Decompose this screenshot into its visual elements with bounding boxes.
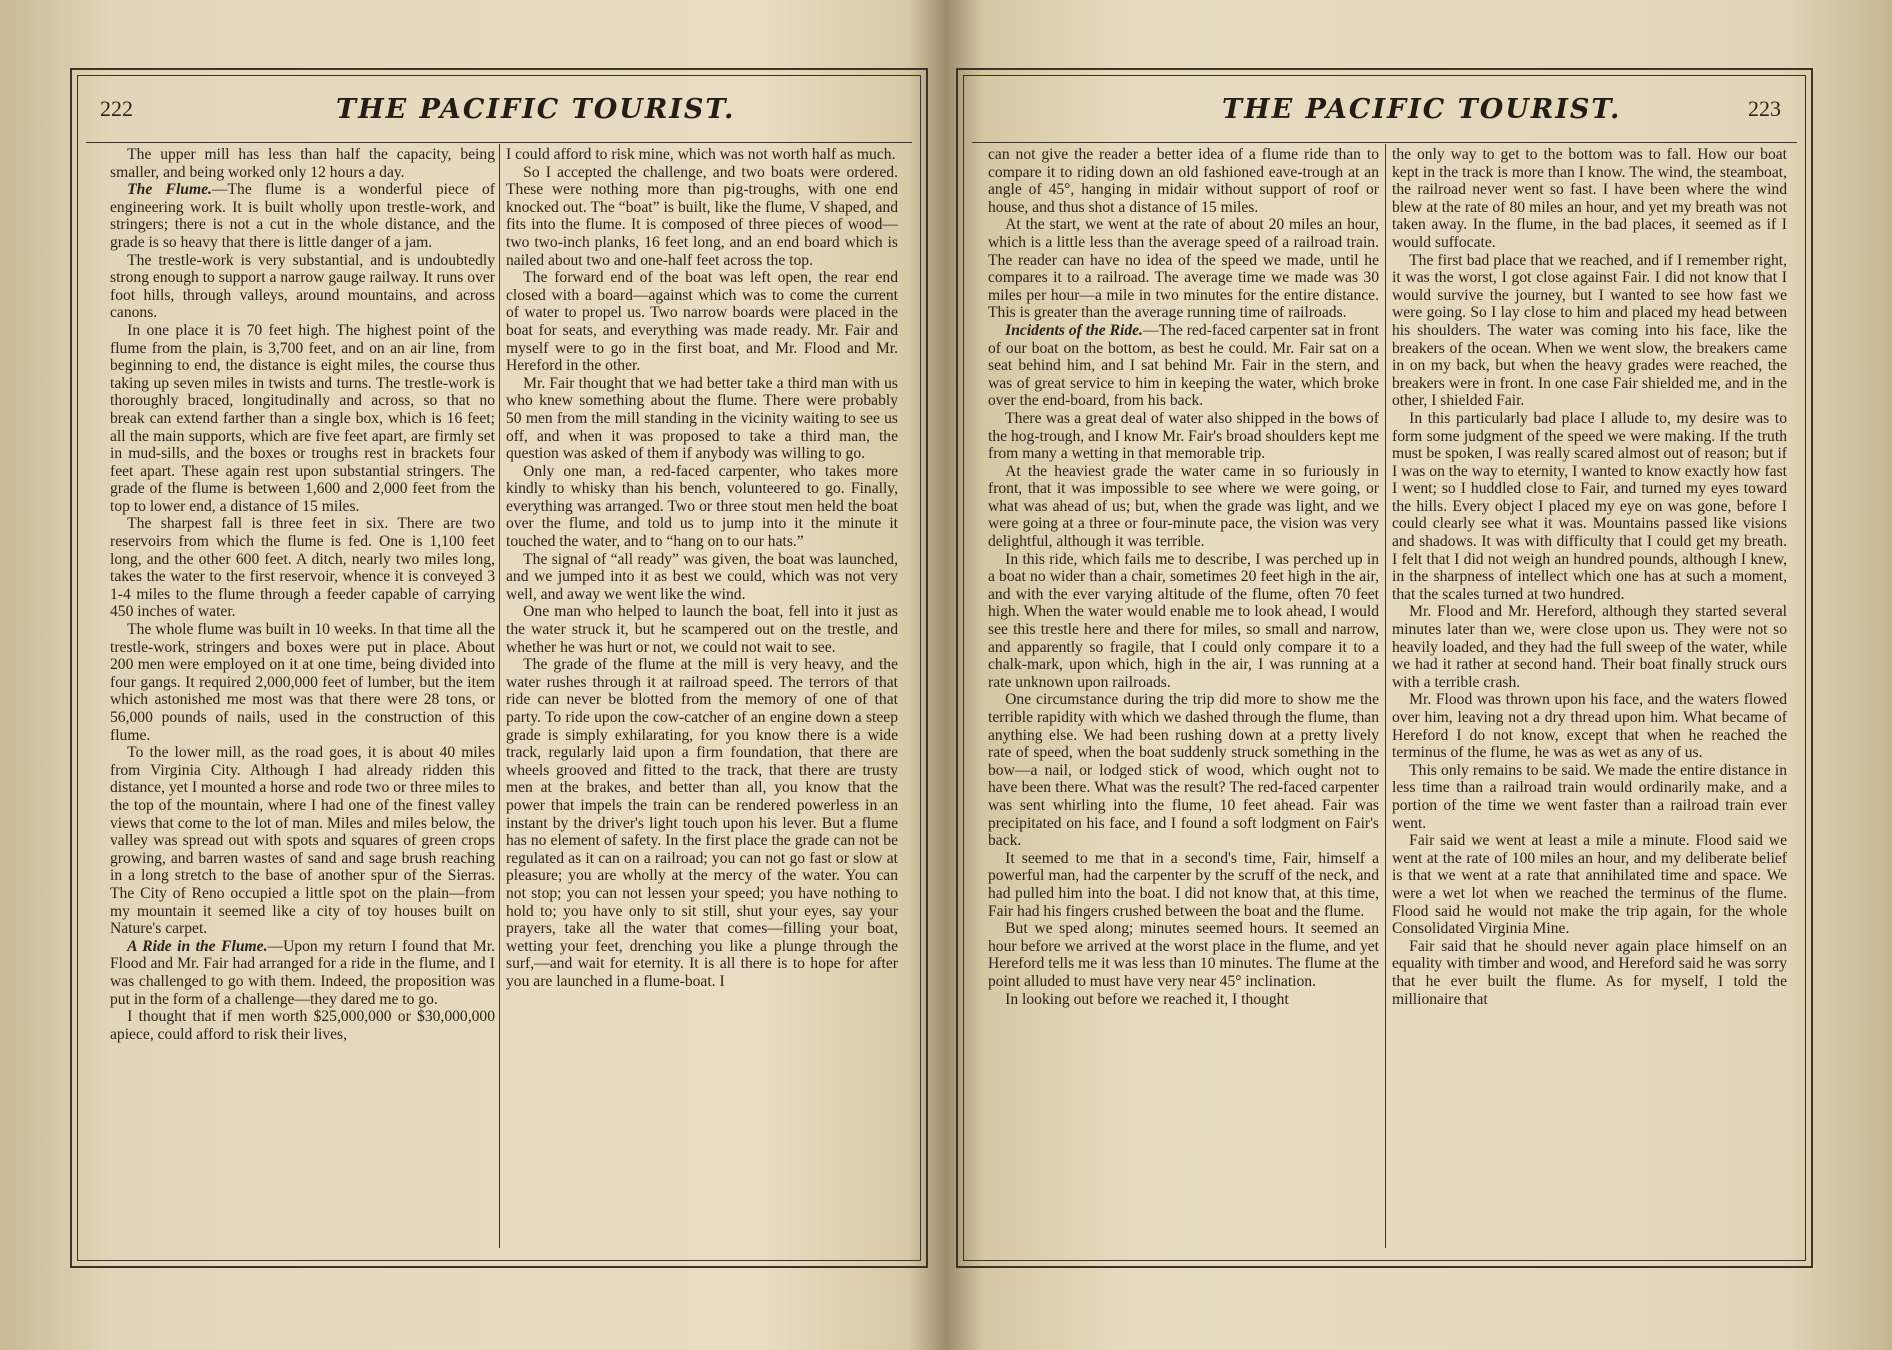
paragraph	[506, 603, 898, 656]
column-left	[988, 146, 1379, 1246]
paragraph	[988, 991, 1379, 1009]
paragraph-text: So I accepted the challenge, and two boats were ordered. These were nothing more than pig-troughs, with one end knocked out. The “boat” is built, like the flume, V shaped, and fits into the flume. It is composed of three pieces of wood—two two-inch planks, 16 feet long, and an end board which is nailed about two and one-half feet across the top.	[506, 163, 898, 269]
paragraph-text: Only one man, a red-faced carpenter, who takes more kindly to whisky than his bench, volunteered to go. Finally, everything was arranged. Two or three stout men held the boat over the flume, and told us to jump into it the minute it touched the water, and to “hang on to our hats.”	[506, 462, 898, 551]
header-rule	[972, 142, 1797, 143]
paragraph	[110, 621, 495, 744]
paragraph-text: The first bad place that we reached, and if I remember right, it was the worst, I got close against Fair. I did not know that I would survive the journey, but I wanted to see how fast we were going. So I lay close to him and placed my head between his shoulders. The water was coming into his face, like the breakers of the ocean. When we went slow, the breakers came in on my back, but when the heavy grades were reached, the breakers were in front. In one case Fair shielded me, and in the other, I shielded Fair.	[1392, 251, 1787, 410]
paragraph-text: can not give the reader a better idea of a flume ride than to compare it to riding down an old fashioned eave-trough at an angle of 45°, hanging in midair without support of roof or house, and thus shot a distance of 15 miles.	[988, 146, 1379, 216]
paragraph	[110, 744, 495, 938]
paragraph	[1392, 832, 1787, 938]
paragraph-text: The whole flume was built in 10 weeks. In that time all the trestle-work, stringers and boxes were put in place. About 200 men were employed on it at one time, being divided into four gangs. It required 2,000,000 feet of lumber, but the item which astonished me most was that there were 28 tons, or 56,000 pounds of nails, used in the construction of this flume.	[110, 621, 495, 744]
paragraph-text: There was a great deal of water also shipped in the bows of the hog-trough, and I know Mr. Fair's broad shoulders kept me from many a wetting in that memorable trip.	[988, 409, 1379, 463]
page-header	[86, 90, 912, 138]
paragraph-text: It seemed to me that in a second's time, Fair, himself a powerful man, had the carpenter by the scruff of the neck, and had pulled him into the boat. I did not know that, at this time, Fair had his fingers crushed between the boat and the flume.	[988, 849, 1379, 920]
column-rule	[499, 144, 500, 1248]
paragraph	[506, 656, 898, 990]
header-rule	[86, 142, 912, 143]
paragraph-text: Mr. Flood and Mr. Hereford, although they started several minutes later than we, were close upon us. They were not so heavily loaded, and they had the full sweep of the water, while we had it rather at second hand. Their boat finally struck ours with a terrible crash.	[1392, 603, 1787, 691]
paragraph	[988, 551, 1379, 692]
paragraph	[988, 691, 1379, 849]
paragraph-text: I thought that if men worth $25,000,000 or $30,000,000 apiece, could afford to risk their lives,	[110, 1008, 495, 1043]
column-right	[1392, 146, 1787, 1246]
paragraph-text: The trestle-work is very substantial, and is undoubtedly strong enough to support a narrow gauge railway. It runs over foot hills, through valleys, around mountains, and across canons.	[110, 251, 495, 322]
column-left	[110, 146, 495, 1246]
paragraph-text: Fair said we went at least a mile a minute. Flood said we went at the rate of 100 miles an hour, and my deliberate belief is that we went at a rate that annihilated time and space. We were a wet lot when we reached the terminus of the flume. Flood said he would not make the trip again, for the whole Consolidated Virginia Mine.	[1392, 832, 1787, 938]
paragraph-text: The forward end of the boat was left open, the rear end closed with a board—against which was to come the current of water to propel us. Two narrow boards were placed in the boat for seats, and everything was made ready. Mr. Fair and myself were to go in the first boat, and Mr. Flood and Mr. Hereford in the other.	[506, 269, 898, 375]
section-heading: Incidents of the Ride.	[1005, 321, 1143, 339]
paragraph	[1392, 146, 1787, 252]
paragraph	[506, 146, 898, 164]
paragraph-text: In one place it is 70 feet high. The highest point of the flume from the plain, is 3,700 feet, and on an air line, from beginning to end, the distance is eight miles, the course thus taking up seven miles in twists and turns. The trestle-work is thoroughly braced, longitudinally and across, so that no break can extend farther than a single box, which is 16 feet; all the main supports, which are five feet apart, are firmly set in mud-sills, and the boxes or troughs rest in brackets four feet apart. These again rest upon substantial stringers. The grade of the flume is between 1,600 and 2,000 feet from the top to lower end, a distance of 15 miles.	[110, 321, 495, 515]
paragraph-text: —The flume is a wonderful piece of engineering work. It is built wholly upon trestle-work, and stringers; there is not a cut in the whole distance, and the grade is so heavy that there is little danger of a jam.	[110, 181, 495, 251]
paragraph-text: Mr. Flood was thrown upon his face, and the waters flowed over him, leaving not a dry thread upon him. What became of Hereford I do not know, except that when he reached the terminus of the flume, he was as wet as any of us.	[1392, 691, 1787, 762]
right-page	[956, 68, 1813, 1268]
paragraph	[988, 216, 1379, 322]
paragraph-text: But we sped along; minutes seemed hours. It seemed an hour before we arrived at the worst place in the flume, and yet Hereford tells me it was less than 10 minutes. The flume at the point alluded to must have very near 45° inclination.	[988, 920, 1379, 990]
paragraph-text: The grade of the flume at the mill is very heavy, and the water rushes through it at railroad speed. The terrors of that ride can never be blotted from the memory of one of that party. To ride upon the cow-catcher of an engine down a steep grade is simply exhilarating, for you know there is a wide track, regularly laid upon a firm foundation, that there are wheels grooved and fitted to the track, that there are trusty men at the brakes, and better than all, you know that the power that impels the train can be rendered powerless in an instant by the driver's light touch upon his lever. But a flume has no element of safety. In the first place the grade can not be regulated as it can on a railroad; you can not go fast or slow at pleasure; you are wholly at the mercy of the water. You can not stop; you can not lessen your speed; you have nothing to hold to; you have only to sit still, shut your eyes, say your prayers, take all the water that comes—filling your boat, wetting your feet, drenching you like a plunge through the surf,—and wait for eternity. It is all there is to hope for after you are launched in a flume-boat. I	[506, 656, 898, 990]
page-number: 223	[1748, 96, 1781, 121]
paragraph	[988, 146, 1379, 216]
paragraph-text: I could afford to risk mine, which was not worth half as much.	[506, 146, 896, 163]
paragraph	[1392, 938, 1787, 1008]
paragraph	[110, 181, 495, 251]
page-header	[972, 90, 1797, 138]
paragraph-text: —The red-faced carpenter sat in front of our boat on the bottom, as best he could. Mr. Fair sat on a seat behind him, and I sat behind Mr. Fair in the stern, and was of great service to him in keeping the water, which broke over the end-board, from his back.	[988, 321, 1379, 410]
paragraph	[1392, 252, 1787, 410]
paragraph	[988, 410, 1379, 463]
paragraph-text: In this ride, which fails me to describe, I was perched up in a boat no wider than a chair, sometimes 20 feet high in the air, and with the ever varying altitude of the flume, often 70 feet high. When the water would enable me to look ahead, I would see this trestle here and there for miles, so small and narrow, and apparently so fragile, that I could only compare it to a chalk-mark, upon which, high in the air, I was running at a rate unknown upon railroads.	[988, 550, 1379, 691]
paragraph-text: —Upon my return I found that Mr. Flood and Mr. Fair had arranged for a ride in the flume, and I was challenged to go with them. Indeed, the proposition was put in the form of a challenge—they dared me to go.	[110, 937, 495, 1008]
column-right	[506, 146, 898, 1246]
paragraph	[988, 920, 1379, 990]
paragraph	[988, 463, 1379, 551]
paragraph-text: Fair said that he should never again place himself on an equality with timber and wood, and Hereford said he was sorry that he ever built the flume. As for myself, I told the millionaire that	[1392, 937, 1787, 1008]
paragraph-text: Mr. Fair thought that we had better take a third man with us who knew something about the flume. There were probably 50 men from the mill standing in the vicinity waiting to see us off, and when it was proposed to take a third man, the question was asked of them if anybody was willing to go.	[506, 374, 898, 463]
paragraph	[1392, 410, 1787, 604]
paragraph	[1392, 762, 1787, 832]
running-title: THE PACIFIC TOURIST.	[1222, 94, 1622, 125]
paragraph-text: The upper mill has less than half the capacity, being smaller, and being worked only 12 hours a day.	[110, 146, 495, 181]
paragraph	[110, 146, 495, 181]
paragraph	[110, 322, 495, 516]
paragraph	[110, 252, 495, 322]
paragraph	[506, 375, 898, 463]
column-rule	[1385, 144, 1386, 1248]
section-heading: A Ride in the Flume.	[127, 937, 268, 955]
paragraph-text: At the heaviest grade the water came in so furiously in front, that it was impossible to see where we were going, or what was ahead of us; but, when the grade was light, and we were going at a three or four-minute pace, the vision was very delightful, although it was terrible.	[988, 462, 1379, 551]
paragraph-text: The signal of “all ready” was given, the boat was launched, and we jumped into it as best we could, which was not very well, and away we went like the wind.	[506, 550, 898, 603]
paragraph-text: At the start, we went at the rate of about 20 miles an hour, which is a little less than the average speed of a railroad train. The reader can have no idea of the speed we made, until he compares it to a railroad. The average time we made was 30 miles per hour—a mile in two minutes for the entire distance. This is greater than the average running time of railroads.	[988, 216, 1379, 322]
paragraph-text: One circumstance during the trip did more to show me the terrible rapidity with which we dashed through the flume, than anything else. We had been rushing down at a pretty lively rate of speed, when the boat suddenly struck something in the bow—a nail, or lodged stick of wood, which ought not to have been there. What was the result? The red-faced carpenter was sent whirling into the flume, 10 feet ahead. Fair was precipitated on his face, and I found a soft lodgment on Fair's back.	[988, 691, 1379, 850]
paragraph	[988, 850, 1379, 920]
paragraph	[110, 515, 495, 621]
paragraph-text: To the lower mill, as the road goes, it is about 40 miles from Virginia City. Although I had already ridden this distance, yet I mounted a horse and rode two or three miles to the top of the mountain, where I had one of the finest valley views that come to the lot of man. Miles and miles below, the valley was spread out with spots and squares of green crops growing, and barren wastes of sand and sage brush reaching in a long stretch to the base of another spur of the Sierras. The City of Reno occupied a little spot on the plain—from my mountain it seemed like a city of toy houses built on Nature's carpet.	[110, 744, 495, 938]
paragraph-text: The sharpest fall is three feet in six. There are two reservoirs from which the flume is fed. One is 1,100 feet long, and the other 600 feet. A ditch, nearly two miles long, takes the water to the first reservoir, whence it is conveyed 3 1-4 miles to the flume through a feeder capable of carrying 450 inches of water.	[110, 515, 495, 621]
paragraph	[110, 938, 495, 1008]
left-page	[70, 68, 928, 1268]
paragraph-text: This only remains to be said. We made the entire distance in less time than a railroad train would ordinarily make, and a portion of the time we went faster than a railroad train ever went.	[1392, 761, 1787, 832]
paragraph	[506, 463, 898, 551]
paragraph-text: In looking out before we reached it, I thought	[1005, 990, 1289, 1008]
paragraph	[506, 269, 898, 375]
section-heading: The Flume.	[127, 181, 212, 199]
paragraph-text: In this particularly bad place I allude to, my desire was to form some judgment of the speed we were making. If the truth must be spoken, I was really scared almost out of reason; but if I was on the way to eternity, I wanted to know exactly how fast I went; so I huddled close to Fair, and turned my eyes toward the hills. Every object I placed my eye on was gone, before I could clearly see what it was. Mountains passed like visions and shadows. It was with difficulty that I could get my breath. I felt that I did not weigh an hundred pounds, although I knew, in the sharpness of intellect which one has at such a moment, that the scales turned at two hundred.	[1392, 409, 1787, 603]
paragraph-text: One man who helped to launch the boat, fell into it just as the water struck it, but he scampered out on the trestle, and whether he was hurt or not, we could not wait to see.	[506, 603, 898, 656]
paragraph	[988, 322, 1379, 410]
paragraph	[506, 551, 898, 604]
paragraph	[110, 1008, 495, 1043]
paragraph	[1392, 691, 1787, 761]
paragraph-text: the only way to get to the bottom was to fall. How our boat kept in the track is more than I know. The wind, the steamboat, the railroad never went so fast. I have been where the wind blew at the rate of 80 miles an hour, and yet my breath was not taken away. In the flume, in the bad places, it seemed as if I would suffocate.	[1392, 146, 1787, 251]
paragraph	[1392, 603, 1787, 691]
running-title: THE PACIFIC TOURIST.	[336, 94, 736, 125]
page-number: 222	[100, 96, 133, 121]
paragraph	[506, 164, 898, 270]
